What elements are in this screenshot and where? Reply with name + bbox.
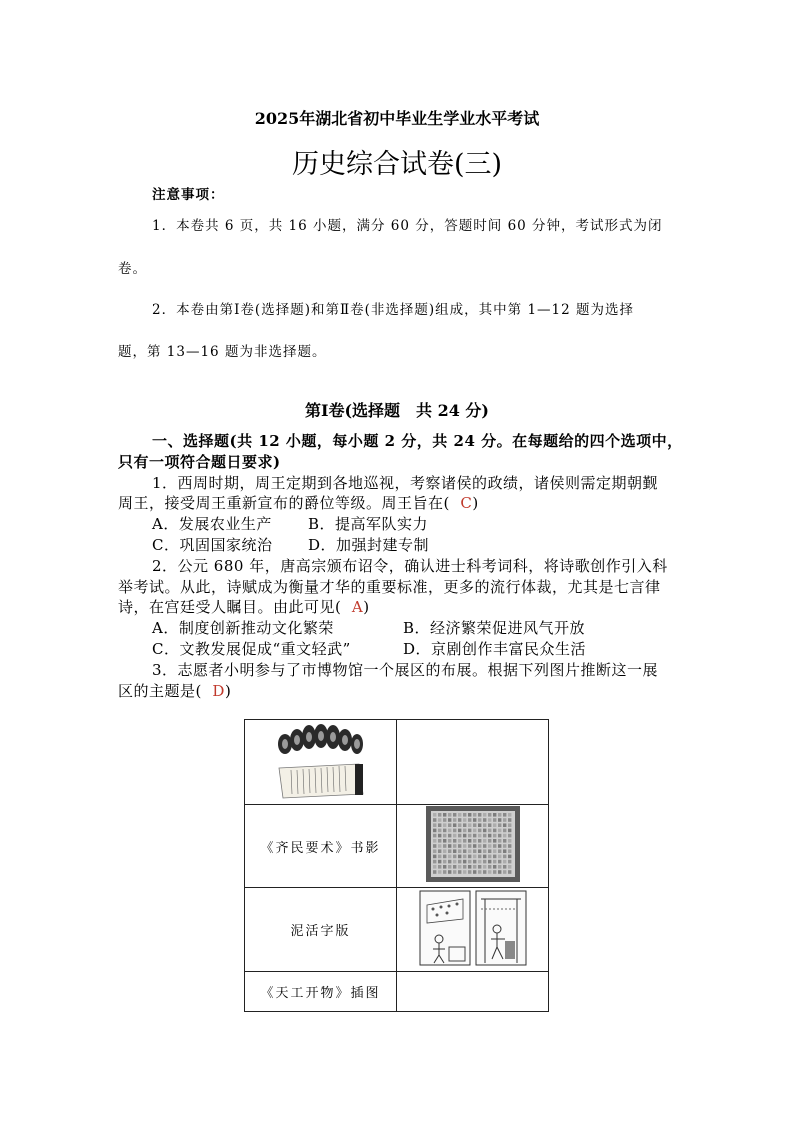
q3-answer: D (212, 682, 225, 700)
q1-stem-end: 周王，接受周王重新宣布的爵位等级。周王旨在( (118, 494, 450, 512)
q2-stem-end: 诗，在宫廷受人瞩目。由此可见( (118, 598, 342, 616)
q2-answer: A (351, 598, 364, 616)
notes-item1-line1: 1．本卷共 6 页，共 16 小题，满分 60 分，答题时间 60 分钟，考试形式为闭 (152, 218, 663, 234)
caption-clay-type: 泥活字版 (245, 888, 397, 972)
exam-title: 2025年湖北省初中毕业生学业水平考试 (254, 109, 540, 128)
q3-line2 (118, 680, 231, 701)
q1-option-b: B．提高军队实力 (308, 515, 429, 533)
q3-line1: 3．志愿者小明参与了市博物馆一个展区的布展。根据下列图片推断这一展 (152, 661, 659, 679)
tiangong-kaiwu-illustration-icon (419, 889, 527, 967)
section-instruction-line2: 只有一项符合题日要求) (118, 453, 281, 471)
cell-type-plate (397, 805, 549, 888)
exhibit-table (244, 719, 549, 1012)
q1-option-a: A．发展农业生产 (152, 515, 272, 533)
caption-qimin-yaoshu: 《齐民要术》书影 (245, 805, 397, 888)
caption-tiangong-kaiwu: 《天工开物》插图 (245, 972, 397, 1012)
q2-option-a: A．制度创新推动文化繁荣 (152, 619, 334, 637)
paper-title: 历史综合试卷(三) (291, 149, 503, 180)
q2-line2: 举考试。从此，诗赋成为衡量才华的重要标准，更多的流行体裁，尤其是七言律 (118, 578, 661, 596)
notes-item2-line1: 2．本卷由第Ⅰ卷(选择题)和第Ⅱ卷(非选择题)组成，其中第 1—12 题为选择 (152, 302, 635, 318)
cell-tiangong-illustration (397, 888, 549, 972)
notes-item1-line2: 卷。 (118, 261, 147, 277)
cell-empty-bottom (397, 972, 549, 1012)
q1-close: ) (472, 494, 479, 512)
notes-item2-line2: 题，第 13—16 题为非选择题。 (118, 344, 327, 360)
cell-bamboo-slips (245, 720, 397, 805)
q1-line1: 1．西周时期，周王定期到各地巡视，考察诸侯的政绩，诸侯则需定期朝觐 (152, 474, 659, 492)
q2-close: ) (363, 598, 370, 616)
q1-line2 (118, 492, 479, 513)
movable-type-plate-icon (425, 805, 521, 883)
q2-line3 (118, 596, 370, 617)
q3-close: ) (224, 682, 232, 700)
q2-option-b: B．经济繁荣促进风气开放 (403, 619, 586, 637)
q1-option-d: D．加强封建专制 (308, 536, 430, 554)
q2-line1: 2．公元 680 年，唐高宗颁布诏令，确认进士科考词科，将诗歌创作引入科 (152, 557, 668, 575)
q3-stem-end: 区的主题是( (118, 682, 202, 700)
bamboo-slip-scroll-icon (271, 720, 371, 800)
q2-option-d: D．京剧创作丰富民众生活 (403, 640, 587, 658)
section-instruction-line1: 一、选择题(共 12 小题，每小题 2 分，共 24 分。在每题给的四个选项中， (152, 432, 683, 450)
notes-heading: 注意事项： (152, 187, 225, 203)
q1-answer: C (460, 494, 473, 512)
section-title: 第Ⅰ卷(选择题 共 24 分) (304, 401, 490, 420)
cell-empty (397, 720, 549, 805)
q2-option-c: C．文教发展促成“重文轻武” (152, 640, 351, 658)
q1-option-c: C．巩固国家统治 (152, 536, 273, 554)
